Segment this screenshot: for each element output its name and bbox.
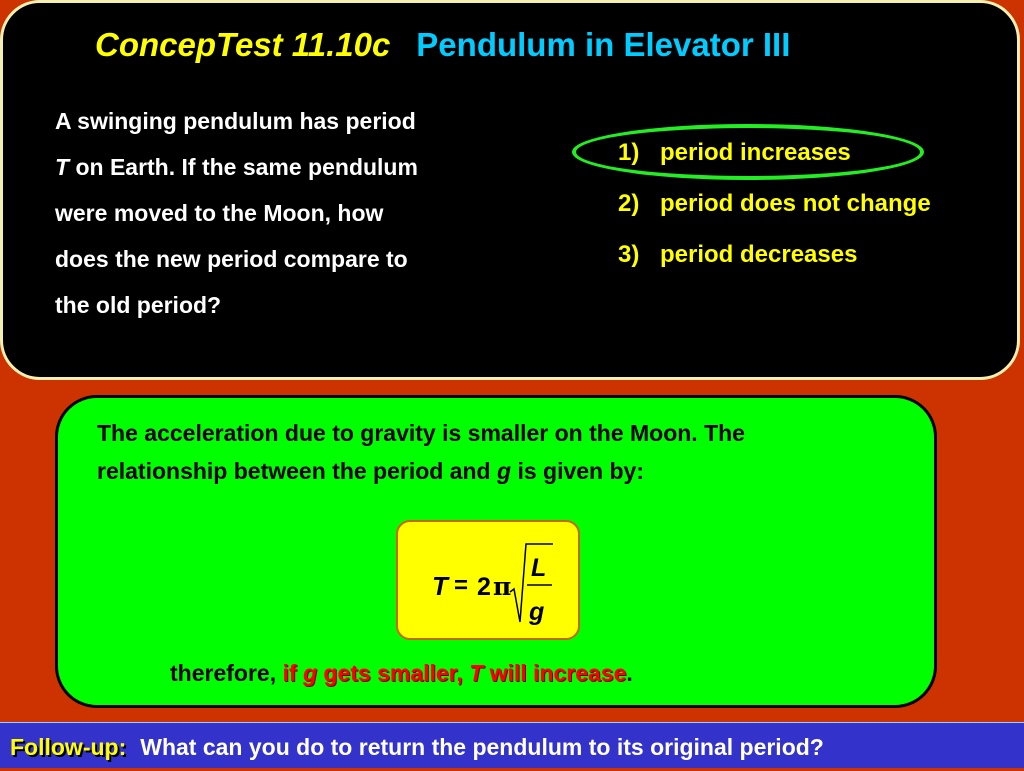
concep-test-label: ConcepTest 11.10c bbox=[95, 26, 391, 63]
follow-up-label: Follow-up: bbox=[10, 734, 127, 760]
period-symbol: T bbox=[55, 154, 70, 180]
formula-denominator: g bbox=[529, 598, 545, 626]
question-line: A swinging pendulum has period bbox=[55, 108, 416, 134]
formula-box bbox=[396, 520, 580, 640]
emphasis-post: will increase bbox=[483, 660, 627, 686]
answer-number: 2) bbox=[618, 190, 640, 217]
answer-option-2[interactable] bbox=[618, 183, 931, 234]
answer-text: period increases bbox=[660, 139, 851, 166]
question-line: were moved to the Moon, how bbox=[55, 200, 384, 226]
answer-choices bbox=[618, 132, 931, 285]
answer-option-1[interactable] bbox=[618, 132, 931, 183]
question-line bbox=[55, 144, 525, 190]
emphasis-mid: gets smaller, bbox=[317, 660, 470, 686]
emphasis-g: g bbox=[302, 660, 317, 686]
gravity-symbol: g bbox=[497, 458, 512, 484]
question-line-rest: on Earth. If the same pendulum bbox=[69, 154, 418, 180]
topic-title: Pendulum in Elevator III bbox=[416, 26, 791, 63]
conclusion-period: . bbox=[626, 660, 633, 686]
answer-text: period decreases bbox=[660, 241, 858, 268]
conclusion-pre: therefore, bbox=[170, 660, 283, 686]
emphasis-if: if bbox=[282, 660, 303, 686]
follow-up-question: What can you do to return the pendulum to its original period? bbox=[140, 734, 824, 760]
slide-title bbox=[95, 26, 790, 64]
answer-number: 1) bbox=[618, 139, 640, 166]
question-text bbox=[55, 98, 525, 328]
explanation-post: is given by: bbox=[511, 458, 644, 484]
conclusion-text bbox=[170, 660, 633, 687]
formula-coefficient: 2 bbox=[477, 573, 491, 601]
emphasis-T: T bbox=[469, 660, 484, 686]
formula-T: T bbox=[432, 571, 448, 601]
explanation-line bbox=[97, 452, 927, 490]
pendulum-period-formula bbox=[398, 522, 582, 642]
conclusion-emphasis bbox=[282, 660, 626, 686]
answer-number: 3) bbox=[618, 241, 640, 268]
follow-up-bar bbox=[0, 722, 1024, 768]
formula-numerator: L bbox=[531, 554, 547, 582]
explanation-pre: relationship between the period and bbox=[97, 458, 497, 484]
explanation-text bbox=[97, 414, 927, 490]
answer-text: period does not change bbox=[660, 190, 931, 217]
formula-pi: π bbox=[493, 572, 512, 601]
formula-equals: = bbox=[454, 572, 469, 599]
explanation-line: The acceleration due to gravity is smaller on the Moon. The bbox=[97, 420, 745, 446]
answer-option-3[interactable] bbox=[618, 234, 931, 285]
question-line: the old period? bbox=[55, 292, 222, 318]
question-line: does the new period compare to bbox=[55, 246, 408, 272]
